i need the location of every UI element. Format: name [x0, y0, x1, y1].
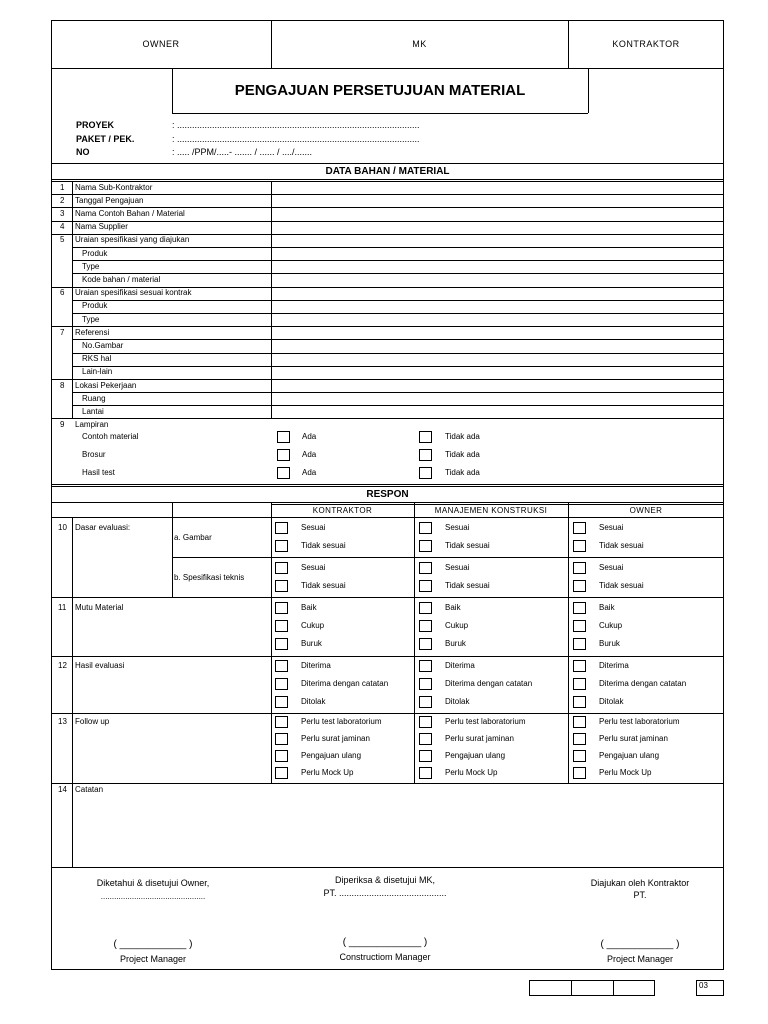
data-row-line	[72, 313, 724, 314]
q10-split-line	[172, 557, 724, 558]
data-row-label: Lain-lain	[82, 367, 113, 377]
row-number: 9	[60, 420, 65, 429]
q10-sub-a: a. Gambar	[174, 533, 212, 542]
q12-option-checkbox[interactable]	[573, 660, 586, 672]
row-number: 12	[58, 661, 67, 670]
q11-option-checkbox[interactable]	[275, 602, 288, 614]
footer-code-box	[529, 980, 655, 996]
sign-mk-pt: PT. ...........................................	[323, 888, 447, 898]
respon-title: RESPON	[366, 489, 409, 500]
sign-kontraktor-role: Project Manager	[606, 954, 674, 964]
q12-bottom	[51, 713, 724, 714]
proyek-label: PROYEK	[76, 120, 115, 130]
q10-option-checkbox[interactable]	[275, 522, 288, 534]
data-row-line	[72, 405, 724, 406]
sign-owner-role: Project Manager	[119, 954, 187, 964]
q11-option-checkbox[interactable]	[419, 620, 432, 632]
q10-option-checkbox[interactable]	[275, 580, 288, 592]
q10-option-label: Tidak sesuai	[445, 541, 490, 550]
data-row-line	[51, 207, 724, 208]
lampiran-item-label: Hasil test	[82, 468, 115, 477]
respon-col-header-bottom	[51, 517, 724, 518]
data-row-label: Nama Sub-Kontraktor	[75, 182, 153, 192]
sign-mk-title: Diperiksa & disetujui MK,	[334, 875, 436, 885]
q10-option-checkbox[interactable]	[419, 562, 432, 574]
ada-checkbox[interactable]	[277, 467, 290, 479]
paket-label: PAKET / PEK.	[76, 134, 135, 144]
q14-bottom	[51, 867, 724, 868]
sign-kontraktor-title: Diajukan oleh Kontraktor	[590, 878, 690, 888]
header-kontraktor-label: KONTRAKTOR	[612, 39, 680, 49]
sign-kontraktor-name-field[interactable]: ( ____________ )	[600, 939, 680, 950]
q12-option-label: Ditolak	[599, 697, 624, 706]
data-row-value-field[interactable]	[272, 313, 723, 325]
q11-option-label: Cukup	[445, 621, 469, 630]
lampiran-item-label: Contoh material	[82, 432, 139, 441]
page-code: 03	[699, 981, 708, 990]
q12-option-label: Diterima	[445, 661, 475, 670]
data-row-label: Produk	[82, 248, 108, 258]
data-row-value-field[interactable]	[272, 379, 723, 391]
q13-option-checkbox[interactable]	[419, 767, 432, 779]
no-label: NO	[76, 147, 90, 157]
q11-option-label: Buruk	[599, 639, 620, 648]
lampiran-label: Lampiran	[75, 420, 109, 429]
data-row-value-field[interactable]	[272, 392, 723, 404]
q11-option-label: Baik	[599, 603, 615, 612]
q13-option-checkbox[interactable]	[419, 733, 432, 745]
q13-option-checkbox[interactable]	[275, 716, 288, 728]
footer-code-divider	[571, 980, 572, 996]
catatan-notes-area[interactable]	[73, 784, 723, 867]
respon-header-line-a	[51, 502, 724, 503]
respon-col-line	[271, 502, 272, 783]
sign-mk-name-field[interactable]: ( _____________ )	[342, 937, 428, 948]
data-row-value-field[interactable]	[272, 287, 723, 299]
q10-option-checkbox[interactable]	[419, 540, 432, 552]
q11-option-label: Buruk	[445, 639, 466, 648]
data-row-label: Ruang	[82, 393, 106, 403]
data-row-line	[72, 260, 724, 261]
data-row-line	[72, 339, 724, 340]
q10-option-checkbox[interactable]	[419, 580, 432, 592]
row-number: 14	[58, 785, 67, 794]
data-row-line	[72, 273, 724, 274]
q13-option-label: Pengajuan ulang	[445, 751, 506, 760]
row-number: 6	[60, 288, 65, 298]
data-row-line	[72, 300, 724, 301]
data-row-value-field[interactable]	[272, 181, 723, 193]
paket-value: : .................................................................................................	[172, 134, 420, 144]
respon-col-kontraktor: KONTRAKTOR	[312, 506, 373, 515]
q10-option-label: Sesuai	[301, 563, 326, 572]
data-row-line	[72, 353, 724, 354]
data-row-value-field[interactable]	[272, 405, 723, 417]
q10-option-checkbox[interactable]	[275, 540, 288, 552]
tidak-ada-checkbox[interactable]	[419, 449, 432, 461]
q13-option-label: Perlu test laboratorium	[445, 717, 526, 726]
data-row-line	[51, 287, 724, 288]
data-row-label: Kode bahan / material	[82, 274, 161, 284]
q10-option-label: Sesuai	[301, 523, 326, 532]
q11-option-label: Baik	[445, 603, 461, 612]
ada-label: Ada	[302, 450, 317, 459]
ada-checkbox[interactable]	[277, 449, 290, 461]
footer-code-divider	[613, 980, 614, 996]
data-row-line	[51, 379, 724, 380]
q10-bottom	[51, 597, 724, 598]
q11-option-checkbox[interactable]	[419, 602, 432, 614]
data-section-title: DATA BAHAN / MATERIAL	[325, 166, 450, 177]
q13-option-checkbox[interactable]	[573, 767, 586, 779]
q13-option-label: Pengajuan ulang	[301, 751, 362, 760]
lampiran-top	[51, 418, 724, 419]
row-number: 1	[60, 182, 65, 192]
tidak-ada-checkbox[interactable]	[419, 431, 432, 443]
data-row-value-field[interactable]	[272, 273, 723, 285]
q13-option-checkbox[interactable]	[275, 750, 288, 762]
q11-bottom	[51, 656, 724, 657]
data-section-top	[51, 163, 724, 164]
q10-option-label: Sesuai	[445, 523, 470, 532]
row-number: 5	[60, 235, 65, 245]
q11-option-checkbox[interactable]	[573, 620, 586, 632]
q10-option-label: Sesuai	[599, 523, 624, 532]
q10-option-label: Tidak sesuai	[301, 581, 346, 590]
q12-option-checkbox[interactable]	[573, 678, 586, 690]
lampiran-item-label: Brosur	[82, 450, 106, 459]
row-number: 10	[58, 523, 67, 532]
q13-option-label: Perlu surat jaminan	[301, 734, 370, 743]
q14-label: Catatan	[75, 785, 104, 794]
header-mk-label: MK	[412, 39, 427, 49]
sign-owner-dots: ...............................................	[100, 892, 206, 901]
q12-option-label: Diterima dengan catatan	[301, 679, 389, 688]
sign-owner-name-field[interactable]: ( ____________ )	[113, 939, 193, 950]
row-number: 7	[60, 327, 65, 337]
data-row-line	[72, 366, 724, 367]
q13-option-label: Perlu test laboratorium	[301, 717, 382, 726]
q10-option-checkbox[interactable]	[573, 522, 586, 534]
respon-col-mk: MANAJEMEN KONSTRUKSI	[434, 506, 548, 515]
respon-header-line-b	[271, 504, 724, 505]
data-row-line	[51, 221, 724, 222]
q12-option-checkbox[interactable]	[419, 678, 432, 690]
data-row-label: Type	[82, 314, 100, 324]
data-row-label: Type	[82, 261, 100, 271]
tidak-ada-label: Tidak ada	[445, 432, 480, 441]
respon-sub-line	[172, 502, 173, 597]
q11-label: Mutu Material	[75, 603, 124, 612]
q10-option-label: Tidak sesuai	[301, 541, 346, 550]
tidak-ada-label: Tidak ada	[445, 450, 480, 459]
q13-option-label: Perlu Mock Up	[445, 768, 498, 777]
data-table-top-a	[51, 179, 724, 180]
sign-kontraktor-pt: PT.	[633, 890, 647, 900]
q12-option-label: Diterima	[301, 661, 331, 670]
data-row-value-field[interactable]	[272, 353, 723, 365]
data-row-value-field[interactable]	[272, 194, 723, 206]
data-row-value-field[interactable]	[272, 326, 723, 338]
data-row-label: Referensi	[75, 327, 110, 337]
data-row-line	[72, 247, 724, 248]
header-divider	[51, 68, 724, 69]
q12-option-label: Diterima dengan catatan	[445, 679, 533, 688]
respon-top-a	[51, 484, 724, 485]
q12-option-checkbox[interactable]	[275, 678, 288, 690]
sign-owner-title: Diketahui & disetujui Owner,	[96, 878, 210, 888]
q12-option-checkbox[interactable]	[573, 696, 586, 708]
q10-label: Dasar evaluasi:	[75, 523, 131, 532]
q12-option-checkbox[interactable]	[419, 660, 432, 672]
q12-option-checkbox[interactable]	[275, 660, 288, 672]
q11-option-checkbox[interactable]	[275, 620, 288, 632]
respon-col-line	[414, 502, 415, 783]
data-row-label: Uraian spesifikasi yang diajukan	[75, 235, 190, 245]
q10-option-checkbox[interactable]	[419, 522, 432, 534]
data-row-label: RKS hal	[82, 354, 112, 364]
q10-option-checkbox[interactable]	[573, 562, 586, 574]
q11-option-label: Cukup	[301, 621, 325, 630]
data-row-line	[72, 392, 724, 393]
row-number: 11	[58, 603, 67, 612]
q12-option-label: Diterima	[599, 661, 629, 670]
tidak-ada-checkbox[interactable]	[419, 467, 432, 479]
respon-top-b	[51, 486, 724, 487]
q13-option-checkbox[interactable]	[573, 733, 586, 745]
title-box-bottom	[172, 113, 588, 114]
data-row-line	[51, 234, 724, 235]
q13-option-checkbox[interactable]	[275, 733, 288, 745]
data-row-label: Produk	[82, 301, 108, 311]
q13-option-label: Pengajuan ulang	[599, 751, 660, 760]
q13-option-checkbox[interactable]	[419, 716, 432, 728]
respon-col-owner: OWNER	[629, 506, 663, 515]
row-number: 4	[60, 222, 65, 232]
tidak-ada-label: Tidak ada	[445, 468, 480, 477]
q10-option-checkbox[interactable]	[573, 540, 586, 552]
data-row-label: Nama Contoh Bahan / Material	[75, 208, 185, 218]
data-row-line	[51, 194, 724, 195]
no-value: : ..... /PPM/.....- ....... / ...... / ..../.......	[172, 147, 313, 157]
q10-option-label: Tidak sesuai	[599, 581, 644, 590]
data-row-value-field[interactable]	[272, 247, 723, 259]
q12-option-label: Ditolak	[445, 697, 470, 706]
q11-option-checkbox[interactable]	[573, 602, 586, 614]
q10-option-label: Sesuai	[445, 563, 470, 572]
q11-option-checkbox[interactable]	[573, 638, 586, 650]
data-row-value-field[interactable]	[272, 260, 723, 272]
q10-option-label: Tidak sesuai	[445, 581, 490, 590]
q13-option-label: Perlu surat jaminan	[599, 734, 668, 743]
q12-option-label: Ditolak	[301, 697, 326, 706]
respon-col-line	[568, 502, 569, 783]
data-row-value-field[interactable]	[272, 366, 723, 378]
row-number: 13	[58, 717, 67, 726]
data-row-value-field[interactable]	[272, 207, 723, 219]
q13-option-label: Perlu test laboratorium	[599, 717, 680, 726]
title-box-right	[588, 68, 589, 113]
data-row-label: No.Gambar	[82, 340, 124, 350]
q13-option-checkbox[interactable]	[573, 716, 586, 728]
q12-option-checkbox[interactable]	[275, 696, 288, 708]
q13-option-label: Perlu Mock Up	[301, 768, 354, 777]
header-owner-label: OWNER	[142, 39, 180, 49]
q10-option-label: Tidak sesuai	[599, 541, 644, 550]
q10-option-checkbox[interactable]	[275, 562, 288, 574]
ada-label: Ada	[302, 432, 317, 441]
q11-option-label: Baik	[301, 603, 317, 612]
data-row-value-field[interactable]	[272, 300, 723, 312]
ada-checkbox[interactable]	[277, 431, 290, 443]
data-row-label: Lantai	[82, 406, 104, 416]
q11-option-label: Buruk	[301, 639, 322, 648]
q10-option-checkbox[interactable]	[573, 580, 586, 592]
data-row-value-field[interactable]	[272, 339, 723, 351]
q13-option-checkbox[interactable]	[573, 750, 586, 762]
ada-label: Ada	[302, 468, 317, 477]
row-number: 8	[60, 380, 65, 390]
q10-option-label: Sesuai	[599, 563, 624, 572]
data-row-label: Tanggal Pengajuan	[75, 195, 144, 205]
data-row-value-field[interactable]	[272, 234, 723, 246]
data-row-label: Lokasi Pekerjaan	[75, 380, 137, 390]
page-title: PENGAJUAN PERSETUJUAN MATERIAL	[234, 82, 526, 99]
row-number: 2	[60, 195, 65, 205]
q12-option-label: Diterima dengan catatan	[599, 679, 687, 688]
q12-option-checkbox[interactable]	[419, 696, 432, 708]
q11-option-checkbox[interactable]	[419, 638, 432, 650]
q13-option-label: Perlu surat jaminan	[445, 734, 514, 743]
q10-sub-b: b. Spesifikasi teknis	[174, 573, 245, 582]
data-row-label: Nama Supplier	[75, 222, 128, 232]
q11-option-checkbox[interactable]	[275, 638, 288, 650]
q13-option-checkbox[interactable]	[419, 750, 432, 762]
data-row-value-field[interactable]	[272, 221, 723, 233]
sign-mk-role: Constructiom Manager	[339, 952, 431, 962]
q11-option-label: Cukup	[599, 621, 623, 630]
q13-option-checkbox[interactable]	[275, 767, 288, 779]
q12-label: Hasil evaluasi	[75, 661, 125, 670]
row-number: 3	[60, 208, 65, 218]
data-row-label: Uraian spesifikasi sesuai kontrak	[75, 288, 192, 298]
data-row-line	[51, 326, 724, 327]
q13-option-label: Perlu Mock Up	[599, 768, 652, 777]
q13-label: Follow up	[75, 717, 110, 726]
proyek-value: : .................................................................................................	[172, 120, 420, 130]
